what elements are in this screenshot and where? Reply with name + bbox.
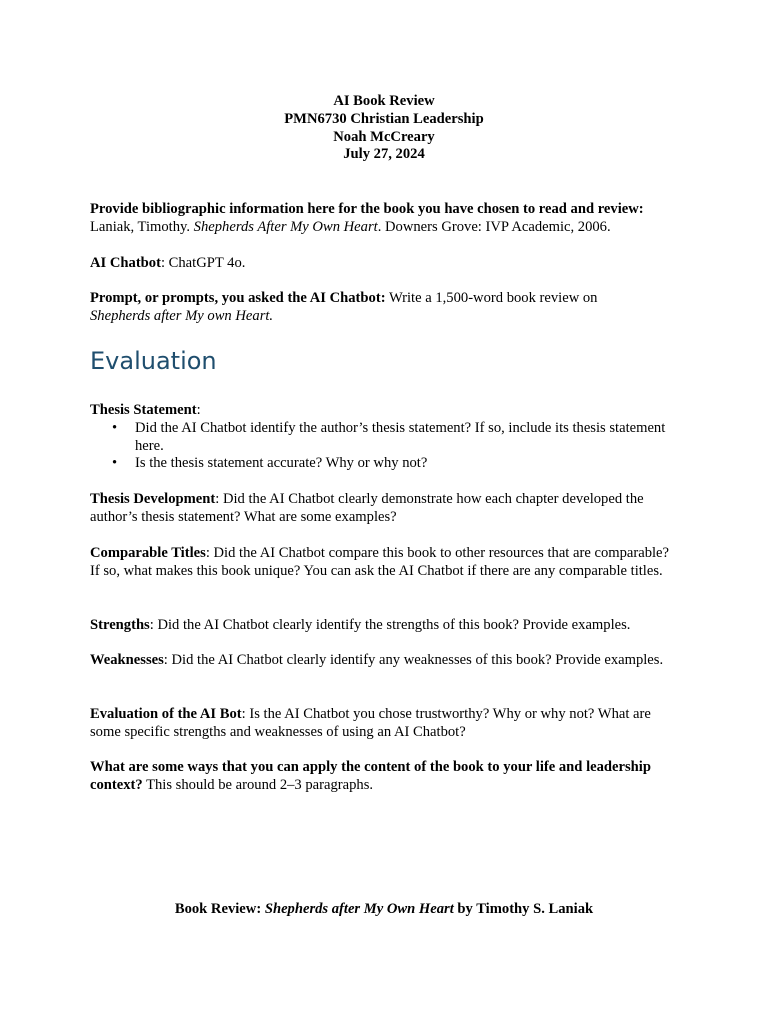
weaknesses-paragraph (90, 652, 680, 670)
biblio-title: Shepherds After My Own Heart (193, 218, 378, 235)
header-course: PMN6730 Christian Leadership (284, 110, 484, 127)
bullet-icon: • (112, 419, 118, 436)
ai-bot-label: Evaluation of the AI Bot (90, 706, 242, 722)
weaknesses-label: Weaknesses (90, 652, 164, 668)
prompt-label: Prompt, or prompts, you asked the AI Chatbot: (90, 290, 386, 306)
strengths-paragraph (90, 617, 680, 635)
thesis-statement-label: Thesis Statement (90, 402, 197, 418)
application-paragraph (90, 759, 680, 795)
biblio-author: Laniak, Timothy. (90, 218, 191, 235)
book-review-prefix: Book Review: (174, 901, 265, 917)
chatbot-value: : ChatGPT 4o. (160, 255, 246, 271)
application-text: This should be around 2–3 paragraphs. (142, 776, 374, 793)
strengths-label: Strengths (90, 617, 150, 633)
thesis-development-text: : Did the AI Chatbot clearly demonstrate how each chapter developed the author’s thesis statement? What are some examples? (90, 491, 644, 525)
thesis-statement-colon: : (196, 402, 201, 418)
biblio-publisher: . Downers Grove: IVP Academic, 2006. (377, 218, 611, 235)
prompt-text: Write a 1,500-word book review on (385, 290, 598, 306)
bullet-icon: • (112, 455, 118, 472)
header-date: July 27, 2024 (343, 146, 425, 163)
chatbot-label: AI Chatbot (90, 255, 161, 271)
ai-bot-paragraph (90, 706, 680, 742)
header-author: Noah McCreary (333, 128, 435, 145)
header-title: AI Book Review (333, 93, 435, 109)
evaluation-heading: Evaluation (90, 347, 217, 375)
comparable-titles-paragraph (90, 545, 680, 581)
list-item-text: Did the AI Chatbot identify the author’s thesis statement? If so, include its thesis statement here. (135, 419, 666, 454)
list-item (90, 420, 680, 456)
weaknesses-text: : Did the AI Chatbot clearly identify any weaknesses of this book? Provide examples. (163, 652, 664, 668)
prompt-book-title: Shepherds after My own Heart. (90, 307, 274, 324)
ai-bot-text: : Is the AI Chatbot you chose trustworthy? Why or why not? What are some specific strengths and weaknesses of using an AI Chatbot? (90, 706, 651, 740)
book-review-suffix: by Timothy S. Laniak (453, 901, 594, 917)
comparable-titles-text: : Did the AI Chatbot compare this book to other resources that are comparable? If so, what makes this book unique? You can ask the AI Chatbot if there are any comparable titles. (90, 545, 670, 579)
book-review-book-title: Shepherds after My Own Heart (264, 901, 454, 917)
prompt-paragraph (90, 290, 680, 326)
strengths-text: : Did the AI Chatbot clearly identify the strengths of this book? Provide examples. (149, 617, 631, 633)
list-item-text: Is the thesis statement accurate? Why or why not? (135, 455, 428, 472)
thesis-statement-section (90, 402, 680, 473)
thesis-statement-list (90, 420, 680, 473)
thesis-development-label: Thesis Development (90, 491, 216, 507)
biblio-label: Provide bibliographic information here for the book you have chosen to read and review: (90, 201, 644, 217)
thesis-development-paragraph (90, 491, 680, 527)
application-label: What are some ways that you can apply the content of the book to your life and leadership context? (90, 759, 651, 793)
biblio-paragraph (90, 201, 680, 237)
comparable-titles-label: Comparable Titles (90, 545, 206, 561)
chatbot-paragraph (90, 255, 680, 273)
book-review-title (0, 901, 768, 919)
list-item (90, 455, 680, 473)
document-header (0, 93, 768, 164)
thesis-statement-paragraph (90, 402, 680, 420)
